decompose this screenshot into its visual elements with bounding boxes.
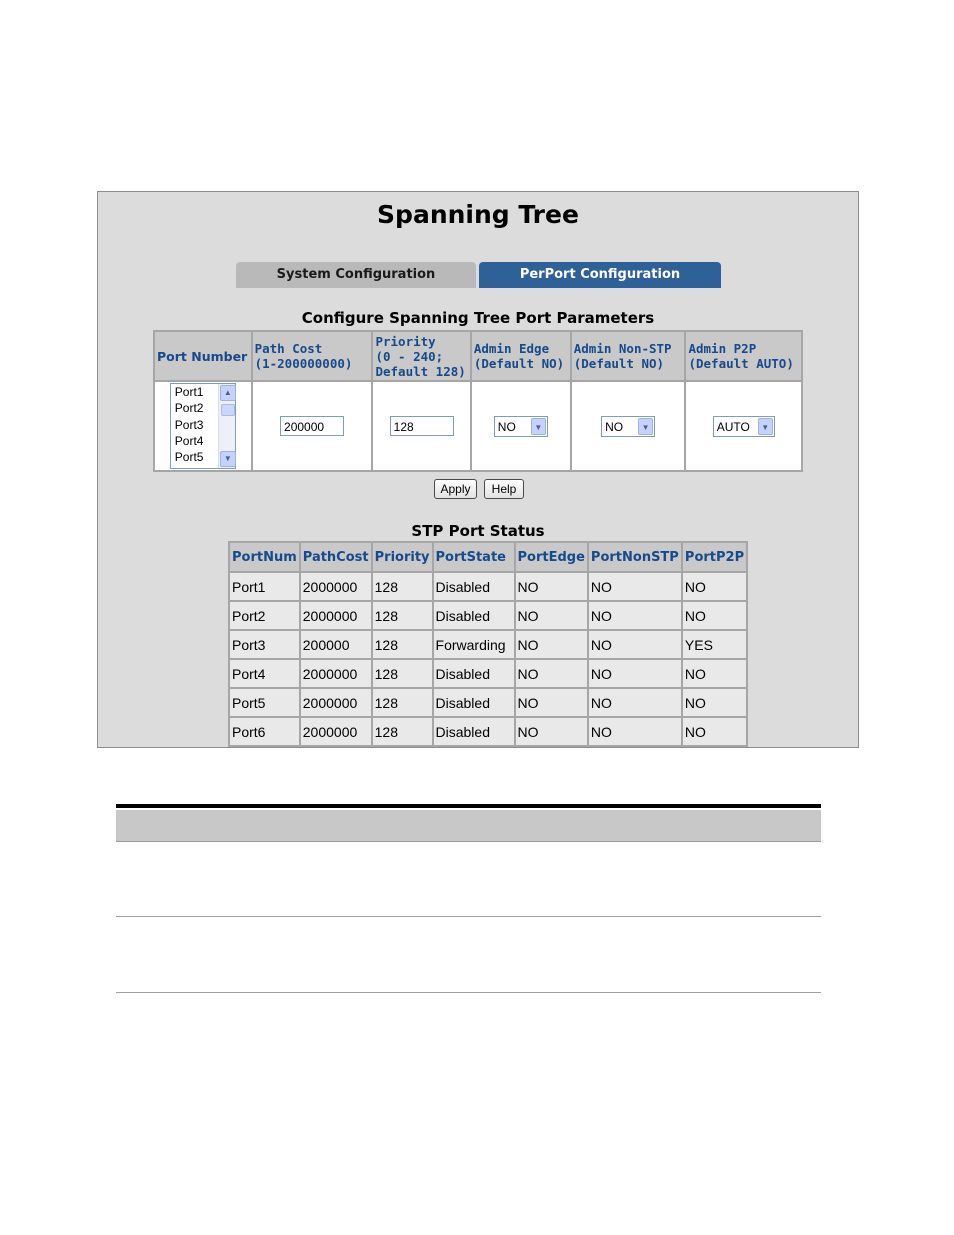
table-cell: 128: [372, 630, 433, 659]
table-cell: Port5: [229, 688, 300, 717]
port-option[interactable]: Port4: [174, 433, 204, 448]
table-cell: 2000000: [300, 572, 372, 601]
page-title: Spanning Tree: [377, 200, 579, 229]
chevron-down-icon[interactable]: ▼: [531, 418, 546, 435]
table-cell: Disabled: [433, 717, 515, 746]
port-option[interactable]: Port2: [174, 401, 204, 416]
table-cell: Port2: [229, 601, 300, 630]
table-cell: 128: [372, 717, 433, 746]
header-path-cost: Path Cost (1-200000000): [252, 331, 373, 381]
config-heading: Configure Spanning Tree Port Parameters: [301, 309, 655, 327]
description-table-header: [116, 810, 821, 842]
table-cell: NO: [682, 659, 747, 688]
table-cell: 2000000: [300, 659, 372, 688]
status-col-portnonstp: PortNonSTP: [588, 542, 682, 572]
header-admin-edge: Admin Edge (Default NO): [471, 331, 571, 381]
table-row: [229, 688, 747, 717]
status-col-portp2p: PortP2P: [682, 542, 747, 572]
path-cost-input[interactable]: 200000: [280, 416, 344, 436]
chevron-down-icon[interactable]: ▼: [758, 418, 773, 435]
table-cell: Disabled: [433, 688, 515, 717]
table-row: [229, 717, 747, 746]
status-heading: STP Port Status: [411, 522, 545, 540]
table-cell: NO: [588, 659, 682, 688]
spanning-tree-window: [97, 191, 859, 748]
table-cell: NO: [588, 688, 682, 717]
port-option[interactable]: Port5: [174, 450, 204, 465]
tab-system-configuration[interactable]: System Configuration: [236, 262, 476, 288]
scroll-thumb[interactable]: [221, 404, 235, 416]
status-col-portnum: PortNum: [229, 542, 300, 572]
port-config-table: [153, 330, 803, 472]
status-col-pathcost: PathCost: [300, 542, 372, 572]
table-cell: Port1: [229, 572, 300, 601]
table-cell: 128: [372, 659, 433, 688]
header-admin-nonstp: Admin Non-STP (Default NO): [571, 331, 686, 381]
table-cell: NO: [682, 688, 747, 717]
description-row-divider: [116, 916, 821, 917]
apply-button[interactable]: Apply: [434, 479, 477, 499]
table-cell: 128: [372, 572, 433, 601]
admin-edge-select[interactable]: [494, 416, 548, 437]
table-cell: 2000000: [300, 601, 372, 630]
table-cell: NO: [588, 630, 682, 659]
table-cell: Disabled: [433, 572, 515, 601]
scroll-up-icon[interactable]: ▲: [220, 385, 236, 401]
table-cell: Port4: [229, 659, 300, 688]
priority-cell: [372, 381, 470, 471]
admin-nonstp-select[interactable]: [601, 416, 655, 437]
listbox-scrollbar[interactable]: [218, 384, 235, 468]
stp-port-status-table: [228, 541, 748, 747]
admin-edge-value: NO: [497, 419, 516, 434]
table-cell: 128: [372, 688, 433, 717]
admin-nonstp-cell: [571, 381, 686, 471]
table-cell: NO: [682, 601, 747, 630]
admin-p2p-select[interactable]: [713, 416, 775, 437]
description-table-top-rule: [116, 804, 821, 808]
status-col-portedge: PortEdge: [515, 542, 588, 572]
table-cell: NO: [588, 717, 682, 746]
table-cell: Port6: [229, 717, 300, 746]
port-listbox[interactable]: [170, 383, 236, 469]
port-option[interactable]: Port1: [174, 385, 204, 399]
table-cell: NO: [682, 572, 747, 601]
description-row-divider: [116, 992, 821, 993]
status-header-row: [229, 542, 747, 572]
status-col-priority: Priority: [372, 542, 433, 572]
admin-p2p-value: AUTO: [716, 419, 750, 434]
admin-nonstp-value: NO: [605, 419, 624, 434]
status-body: [229, 572, 747, 746]
table-cell: NO: [588, 572, 682, 601]
table-cell: 128: [372, 601, 433, 630]
table-cell: 2000000: [300, 717, 372, 746]
admin-p2p-cell: [685, 381, 802, 471]
header-priority: Priority (0 - 240; Default 128): [372, 331, 470, 381]
scroll-down-icon[interactable]: ▼: [220, 451, 236, 467]
table-cell: Port3: [229, 630, 300, 659]
table-cell: NO: [588, 601, 682, 630]
status-col-portstate: PortState: [433, 542, 515, 572]
path-cost-cell: [252, 381, 373, 471]
table-row: [229, 630, 747, 659]
table-cell: NO: [515, 717, 588, 746]
table-row: [229, 601, 747, 630]
table-row: [229, 572, 747, 601]
port-number-cell: [154, 381, 252, 471]
header-port-number: Port Number: [154, 331, 252, 381]
table-cell: Disabled: [433, 659, 515, 688]
table-cell: 200000: [300, 630, 372, 659]
priority-input[interactable]: 128: [390, 416, 454, 436]
table-cell: Disabled: [433, 601, 515, 630]
table-cell: 2000000: [300, 688, 372, 717]
chevron-down-icon[interactable]: ▼: [638, 418, 653, 435]
admin-edge-cell: [471, 381, 571, 471]
table-cell: NO: [515, 688, 588, 717]
table-cell: YES: [682, 630, 747, 659]
table-cell: NO: [515, 572, 588, 601]
table-cell: Forwarding: [433, 630, 515, 659]
port-option[interactable]: Port3: [174, 417, 204, 432]
tab-perport-configuration[interactable]: PerPort Configuration: [479, 262, 721, 288]
table-cell: NO: [515, 601, 588, 630]
help-button[interactable]: Help: [484, 479, 524, 499]
header-admin-p2p: Admin P2P (Default AUTO): [685, 331, 802, 381]
table-cell: NO: [515, 630, 588, 659]
table-cell: NO: [515, 659, 588, 688]
table-cell: NO: [682, 717, 747, 746]
table-row: [229, 659, 747, 688]
